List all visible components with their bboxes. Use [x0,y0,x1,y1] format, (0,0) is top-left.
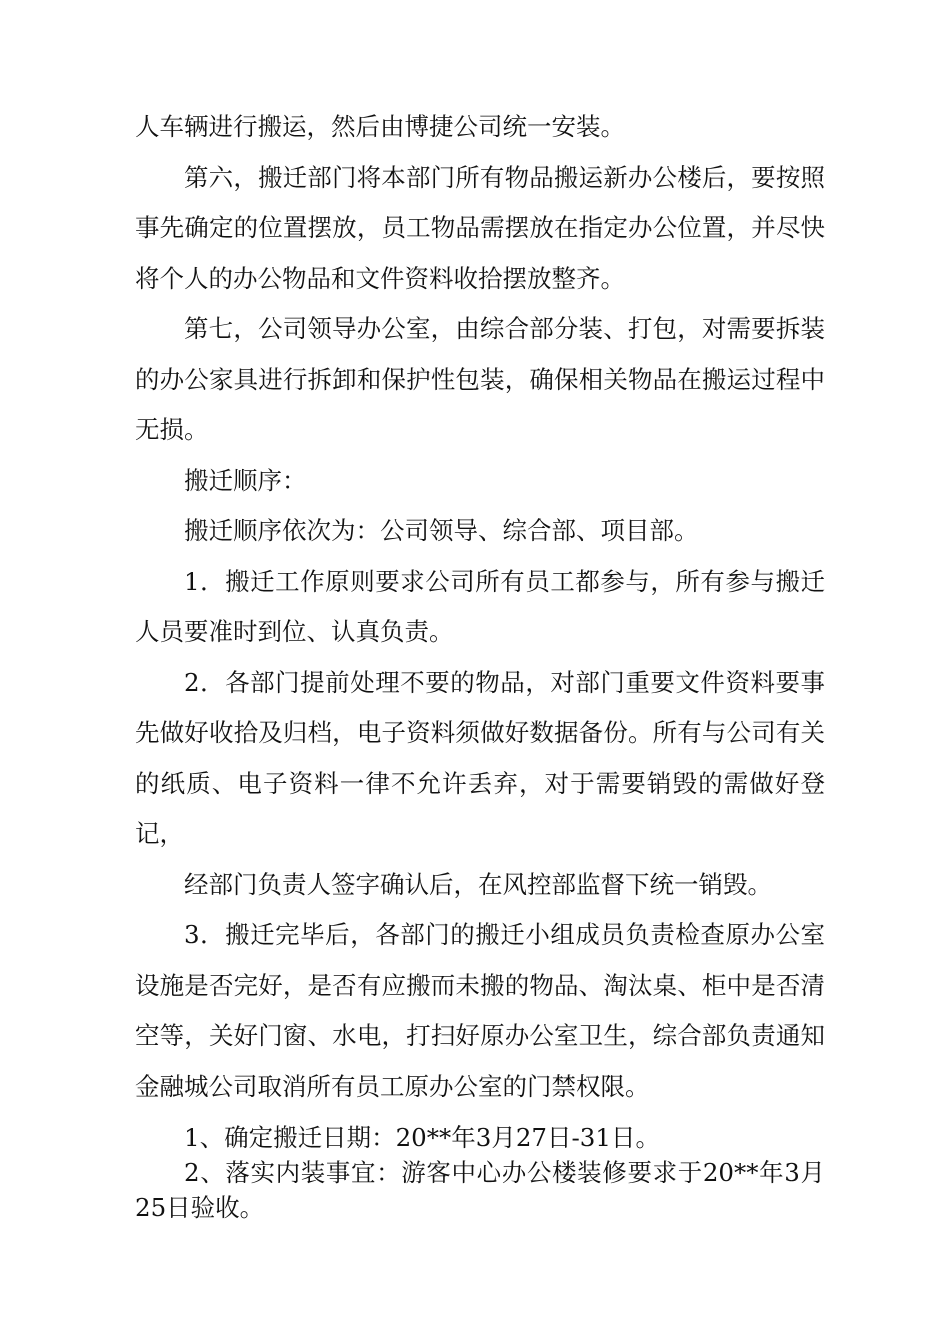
paragraph-order-sequence: 搬迁顺序依次为：公司领导、综合部、项目部。 [184,516,699,545]
paragraph-order-heading: 搬迁顺序： [184,465,307,495]
document-body [135,102,825,1225]
paragraph-sixth: 第六，搬迁部门将本部门所有物品搬运新办公楼后，要按照事先确定的位置摆放，员工物品需摆放在指定办公位置，并尽快将个人的办公物品和文件资料收拾摆放整齐。 [135,162,825,293]
paragraph-item-2-continued: 经部门负责人签字确认后，在风控部监督下统一销毁。 [184,869,772,899]
paragraph-interior-fitout: 2、落实内装事宜：游客中心办公楼装修要求于20**年3月25日验收。 [135,1158,825,1222]
paragraph-seventh: 第七，公司领导办公室，由综合部分装、打包，对需要拆装的办公家具进行拆卸和保护性包装，确保相关物品在搬运过程中无损。 [135,314,825,444]
paragraph-move-date: 1、确定搬迁日期：20**年3月27日-31日。 [184,1123,660,1152]
paragraph-item-1: 1．搬迁工作原则要求公司所有员工都参与，所有参与搬迁人员要准时到位、认真负责。 [135,566,825,646]
date-list [135,1120,825,1225]
paragraph-item-2: 2．各部门提前处理不要的物品，对部门重要文件资料要事先做好收拾及归档，电子资料须做好数据备份。所有与公司有关的纸质、电子资料一律不允许丢弃，对于需要销毁的需做好登记， [135,667,825,848]
paragraph-continuation: 人车辆进行搬运，然后由博捷公司统一安装。 [135,112,625,141]
paragraph-item-3: 3．搬迁完毕后，各部门的搬迁小组成员负责检查原办公室设施是否完好，是否有应搬而未搬的物品、淘汰桌、柜中是否清空等，关好门窗、水电，打扫好原办公室卫生，综合部负责通知金融城公司取消所有员工原办公室的门禁权限。 [135,920,825,1101]
